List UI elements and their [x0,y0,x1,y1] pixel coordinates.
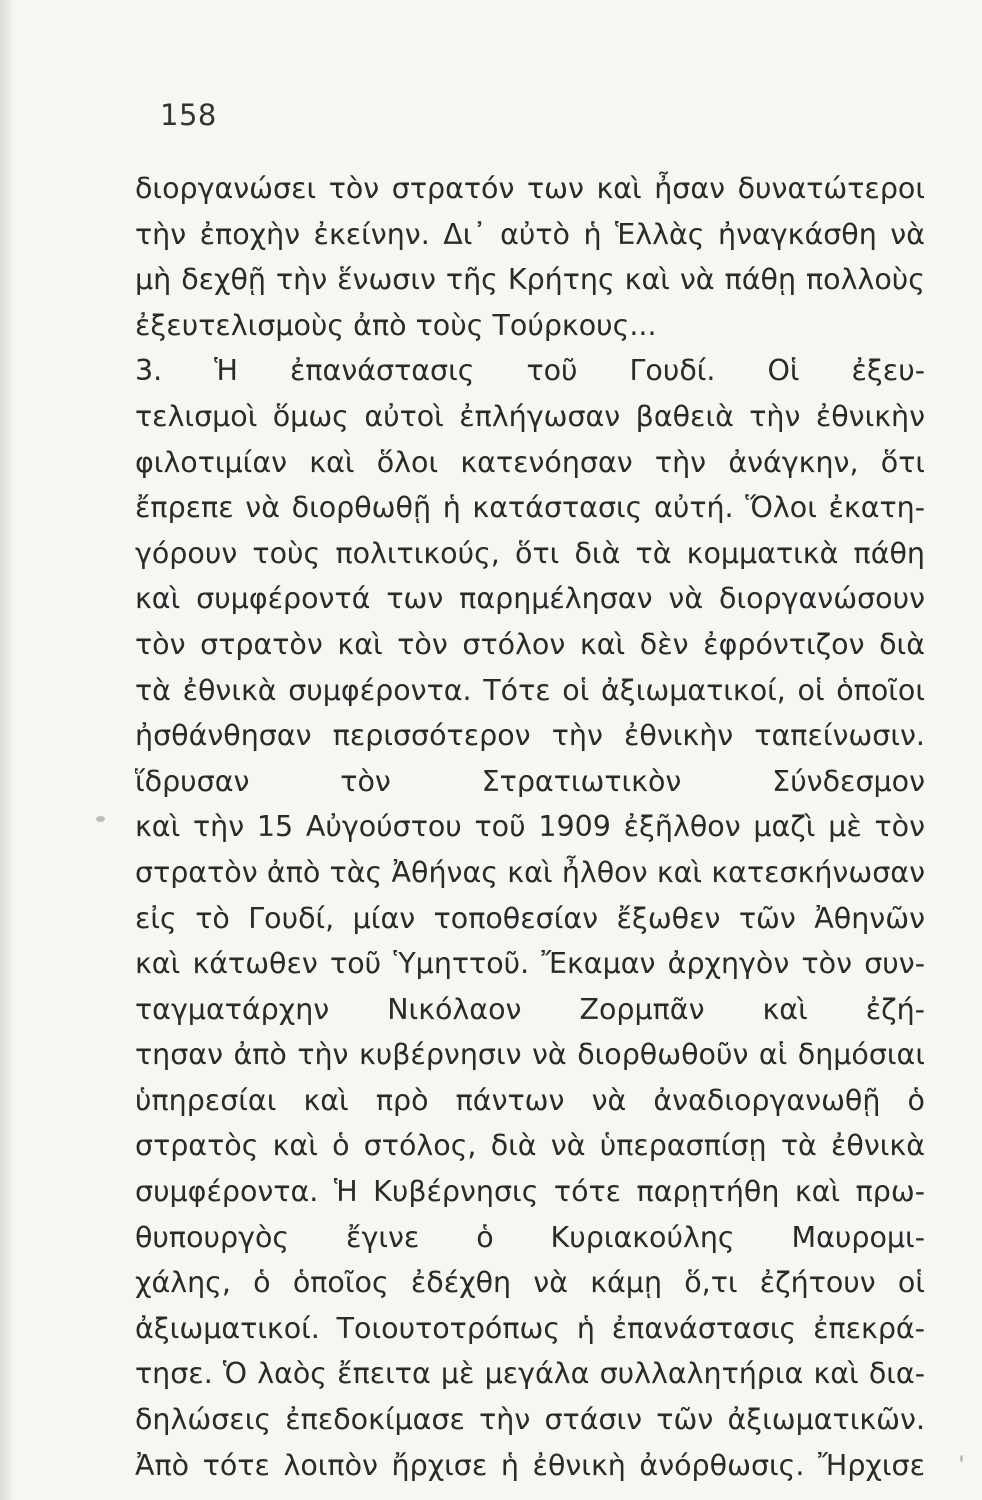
text-line: τησε. Ὁ λαὸς ἔπειτα μὲ μεγάλα συλλαλητήρια καὶ δια- [135,1357,925,1391]
text-line: ἀξιωματικοί. Τοιουτοτρόπως ἡ ἐπανάστασις ἐπεκρά- [135,1311,925,1345]
body-text [135,166,925,1488]
text-line: καὶ κάτωθεν τοῦ Ὑμηττοῦ. Ἔκαμαν ἀρχηγὸν τὸν συν- [135,947,925,981]
text-line: χάλης, ὁ ὁποῖος ἐδέχθη νὰ κάμῃ ὅ,τι ἐζήτουν οἱ [135,1266,925,1300]
text-line: θυπουργὸς ἔγινε ὁ Κυριακούλης Μαυρομι- [135,1220,925,1254]
text-line: εἰς τὸ Γουδί, μίαν τοποθεσίαν ἔξωθεν τῶν Ἀθηνῶν [135,901,925,935]
page-edge-shadow [0,0,14,1500]
text-line: ἐξευτελισμοὺς ἀπὸ τοὺς Τούρκους... [135,308,657,342]
paper-speck [960,1455,963,1462]
text-line: μὴ δεχθῇ τὴν ἕνωσιν τῆς Κρήτης καὶ νὰ πάθῃ πολλοὺς [135,263,925,297]
text-line: τὸν στρατὸν καὶ τὸν στόλον καὶ δὲν ἐφρόντιζον διὰ [135,627,925,661]
text-line: δηλώσεις ἐπεδοκίμασε τὴν στάσιν τῶν ἀξιωματικῶν. [135,1403,925,1437]
text-line: τησαν ἀπὸ τὴν κυβέρνησιν νὰ διορθωθοῦν αἱ δημόσιαι [135,1038,925,1072]
page-number: 158 [160,98,217,132]
text-line: διοργανώσει τὸν στρατόν των καὶ ἦσαν δυνατώτεροι [135,172,925,205]
text-line: τελισμοὶ ὅμως αὐτοὶ ἐπλήγωσαν βαθειὰ τὴν ἐθνικὴν [135,399,925,433]
text-line: καὶ συμφέροντά των παρημέλησαν νὰ διοργανώσουν [135,582,925,616]
text-line: καὶ τὴν 15 Αὐγούστου τοῦ 1909 ἐξῆλθον μαζὶ μὲ τὸν [135,810,925,844]
text-line: τὴν ἐποχὴν ἐκείνην. Δι᾽ αὐτὸ ἡ Ἑλλὰς ἠναγκάσθη νὰ [135,217,925,251]
text-line: φιλοτιμίαν καὶ ὅλοι κατενόησαν τὴν ἀνάγκην, ὅτι [135,445,925,479]
text-line: συμφέροντα. Ἡ Κυβέρνησις τότε παρῃτήθη καὶ πρω- [135,1175,925,1209]
section-heading-line: 3. Ἡ ἐπανάστασις τοῦ Γουδί. Οἱ ἐξευ- [135,354,925,388]
text-line: ταγματάρχην Νικόλαον Ζορμπᾶν καὶ ἐζή- [135,992,925,1026]
text-line: τὰ ἐθνικὰ συμφέροντα. Τότε οἱ ἀξιωματικοί, οἱ ὁποῖοι [135,673,925,707]
paper-speck [96,816,105,822]
text-line: ἠσθάνθησαν περισσότερον τὴν ἐθνικὴν ταπείνωσιν. [135,719,925,753]
text-line: ἵδρυσαν τὸν Στρατιωτικὸν Σύνδεσμον [135,764,925,798]
text-line: ὑπηρεσίαι καὶ πρὸ πάντων νὰ ἀναδιοργανωθῇ ὁ [135,1083,925,1117]
text-line: ἔπρεπε νὰ διορθωθῇ ἡ κατάστασις αὐτή. Ὅλοι ἐκατη- [135,491,925,525]
text-line: στρατὸς καὶ ὁ στόλος, διὰ νὰ ὑπερασπίσῃ τὰ ἐθνικὰ [135,1129,925,1163]
text-line: στρατὸν ἀπὸ τὰς Ἀθήνας καὶ ἦλθον καὶ κατεσκήνωσαν [135,855,925,889]
text-line: γόρουν τοὺς πολιτικούς, ὅτι διὰ τὰ κομματικὰ πάθη [135,536,925,570]
text-line: Ἀπὸ τότε λοιπὸν ἤρχισε ἡ ἐθνικὴ ἀνόρθωσις. Ἤρχισε [135,1448,925,1482]
